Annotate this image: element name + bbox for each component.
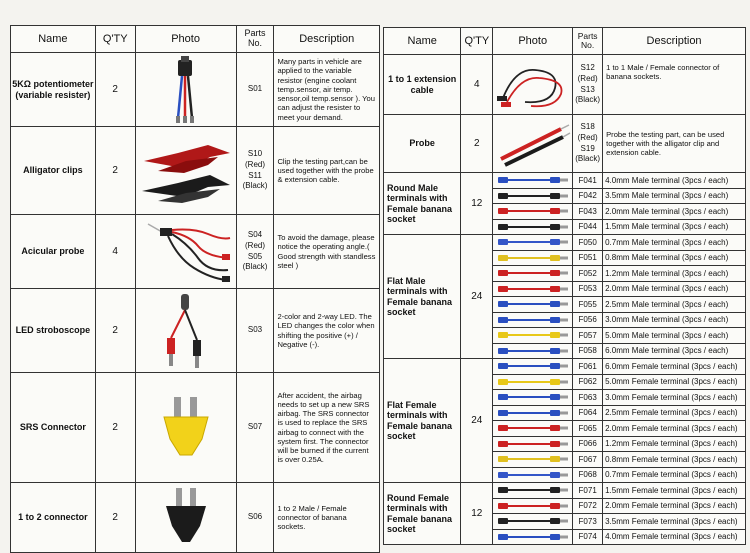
terminal-photo (493, 514, 573, 530)
part-description: After accident, the airbag needs to set up a new SRS airbag. The SRS connector is used to replace the SRS airbag to connect with the system first. The connector will be burned if the current is over 0.25A. (274, 373, 380, 483)
part-row-potentiometer (11, 53, 380, 127)
terminal-description: 2.5mm Female terminal (3pcs / each) (603, 405, 746, 421)
led-stroboscope-photo (135, 289, 236, 373)
part-name: Probe (384, 115, 461, 173)
part-code: S04 (247, 229, 263, 239)
part-color: (Black) (242, 181, 268, 191)
terminal-description: 2.0mm Male terminal (3pcs / each) (603, 204, 746, 220)
terminal-part-number: F067 (573, 452, 603, 468)
terminal-photo (493, 297, 573, 313)
part-code: S10 (247, 148, 263, 158)
part-qty: 4 (95, 215, 135, 289)
terminal-cable-icon (496, 329, 570, 341)
terminal-description: 4.0mm Male terminal (3pcs / each) (603, 173, 746, 189)
terminal-part-number: F062 (573, 374, 603, 390)
terminal-photo (493, 529, 573, 545)
terminal-description: 2.0mm Female terminal (3pcs / each) (603, 498, 746, 514)
terminal-part-number: F050 (573, 235, 603, 251)
terminal-cable-icon (496, 515, 570, 527)
header-name: Name (384, 28, 461, 55)
terminal-part-number: F074 (573, 529, 603, 545)
part-qty: 2 (95, 53, 135, 127)
part-qty: 2 (461, 115, 493, 173)
terminal-part-number: F042 (573, 188, 603, 204)
terminal-part-number: F068 (573, 467, 603, 483)
part-row-acicular-probe (11, 215, 380, 289)
header-description: Description (274, 26, 380, 53)
terminal-description: 1.5mm Male terminal (3pcs / each) (603, 219, 746, 235)
part-number (236, 483, 274, 553)
part-number (236, 127, 274, 215)
terminal-part-number: F055 (573, 297, 603, 313)
terminal-photo (493, 235, 573, 251)
part-number (236, 373, 274, 483)
terminal-group-name: Round Female terminals with Female banana socket (384, 483, 461, 545)
part-number (236, 53, 274, 127)
terminal-group-name: Round Male terminals with Female banana socket (384, 173, 461, 235)
terminal-cable-icon (496, 205, 570, 217)
part-description: Probe the testing part, can be used together with the alligator clip and extension cable. (603, 115, 746, 173)
left-parts-table (10, 25, 380, 553)
terminal-photo (493, 483, 573, 499)
terminal-photo (493, 343, 573, 359)
terminal-photo (493, 173, 573, 189)
part-color: (Red) (577, 73, 598, 83)
part-name: SRS Connector (11, 373, 96, 483)
part-row-extension-cable (384, 55, 746, 115)
terminal-cable-icon (496, 453, 570, 465)
srs-connector-photo (135, 373, 236, 483)
terminal-row (384, 359, 746, 375)
terminal-cable-icon (496, 438, 570, 450)
terminal-part-number: F063 (573, 390, 603, 406)
part-number (236, 215, 274, 289)
terminal-part-number: F058 (573, 343, 603, 359)
terminal-part-number: F057 (573, 328, 603, 344)
part-code: S13 (580, 84, 595, 94)
terminal-photo (493, 266, 573, 282)
terminal-description: 0.7mm Male terminal (3pcs / each) (603, 235, 746, 251)
terminal-description: 0.7mm Female terminal (3pcs / each) (603, 467, 746, 483)
terminal-group-name: Flat Female terminals with Female banana socket (384, 359, 461, 483)
terminal-part-number: F053 (573, 281, 603, 297)
part-code: S01 (247, 84, 263, 94)
terminal-photo (493, 405, 573, 421)
terminal-cable-icon (496, 174, 570, 186)
part-number (573, 115, 603, 173)
terminal-description: 1.2mm Male terminal (3pcs / each) (603, 266, 746, 282)
terminal-cable-icon (496, 283, 570, 295)
terminal-description: 3.5mm Female terminal (3pcs / each) (603, 514, 746, 530)
terminal-photo (493, 421, 573, 437)
terminal-part-number: F052 (573, 266, 603, 282)
terminal-part-number: F066 (573, 436, 603, 452)
terminal-photo (493, 204, 573, 220)
left-header-row (11, 26, 380, 53)
part-name: LED stroboscope (11, 289, 96, 373)
part-row-led-stroboscope (11, 289, 380, 373)
terminal-row (384, 235, 746, 251)
terminal-cable-icon (496, 314, 570, 326)
terminal-part-number: F043 (573, 204, 603, 220)
part-color: (Black) (575, 154, 601, 164)
potentiometer-photo (135, 53, 236, 127)
terminal-description: 6.0mm Female terminal (3pcs / each) (603, 359, 746, 375)
terminal-description: 2.0mm Male terminal (3pcs / each) (603, 281, 746, 297)
terminal-cable-icon (496, 531, 570, 543)
terminal-part-number: F056 (573, 312, 603, 328)
terminal-description: 2.5mm Male terminal (3pcs / each) (603, 297, 746, 313)
terminal-description: 0.8mm Male terminal (3pcs / each) (603, 250, 746, 266)
alligator-clips-photo (135, 127, 236, 215)
part-number (573, 55, 603, 115)
terminal-cable-icon (496, 345, 570, 357)
part-name: Acicular probe (11, 215, 96, 289)
terminal-photo (493, 359, 573, 375)
part-color: (Red) (245, 240, 266, 250)
terminal-description: 4.0mm Female terminal (3pcs / each) (603, 529, 746, 545)
terminal-description: 2.0mm Female terminal (3pcs / each) (603, 421, 746, 437)
part-code: S11 (248, 170, 262, 180)
terminal-cable-icon (496, 360, 570, 372)
terminal-cable-icon (496, 190, 570, 202)
part-row-alligator-clips (11, 127, 380, 215)
part-description: Clip the testing part,can be used together with the probe & extension cable. (274, 127, 380, 215)
terminal-description: 5.0mm Female terminal (3pcs / each) (603, 374, 746, 390)
part-description: To avoid the damage, please notice the operating angle.( Good strength with standless steel ) (274, 215, 380, 289)
part-description: 2-color and 2-way LED. The LED changes the color when shifting the positive (+) / Negative (-). (274, 289, 380, 373)
probe-photo (493, 115, 573, 173)
header-name: Name (11, 26, 96, 53)
terminal-cable-icon (496, 422, 570, 434)
part-qty: 4 (461, 55, 493, 115)
terminal-group-qty: 12 (461, 483, 493, 545)
terminal-cable-icon (496, 469, 570, 481)
terminal-photo (493, 219, 573, 235)
part-color: (Red) (577, 132, 598, 142)
terminal-part-number: F073 (573, 514, 603, 530)
header-photo: Photo (493, 28, 573, 55)
part-name: 5KΩ potentiometer (variable resister) (11, 53, 96, 127)
right-header-row (384, 28, 746, 55)
terminal-cable-icon (496, 236, 570, 248)
terminal-group-name: Flat Male terminals with Female banana socket (384, 235, 461, 359)
terminal-row (384, 173, 746, 189)
terminal-cable-icon (496, 267, 570, 279)
one-to-two-connector-photo (135, 483, 236, 553)
header-parts-no: Parts No. (236, 26, 274, 53)
part-code: S12 (580, 62, 595, 72)
part-qty: 2 (95, 373, 135, 483)
terminal-row (384, 483, 746, 499)
part-color: (Red) (245, 159, 266, 169)
terminal-description: 3.5mm Male terminal (3pcs / each) (603, 188, 746, 204)
terminal-cable-icon (496, 252, 570, 264)
part-row-srs-connector (11, 373, 380, 483)
part-color: (Black) (575, 95, 601, 105)
terminal-description: 1.5mm Female terminal (3pcs / each) (603, 483, 746, 499)
terminal-photo (493, 436, 573, 452)
terminal-photo (493, 390, 573, 406)
part-row-one-to-two-connector (11, 483, 380, 553)
terminal-description: 5.0mm Male terminal (3pcs / each) (603, 328, 746, 344)
part-qty: 2 (95, 289, 135, 373)
terminal-photo (493, 467, 573, 483)
part-code: S19 (580, 143, 595, 153)
terminal-part-number: F041 (573, 173, 603, 189)
terminal-description: 3.0mm Female terminal (3pcs / each) (603, 390, 746, 406)
terminal-group-qty: 24 (461, 235, 493, 359)
terminal-cable-icon (496, 298, 570, 310)
terminal-part-number: F071 (573, 483, 603, 499)
part-name: 1 to 1 extension cable (384, 55, 461, 115)
header-parts-no: Parts No. (573, 28, 603, 55)
part-description: 1 to 2 Male / Female connector of banana sockets. (274, 483, 380, 553)
part-description: Many parts in vehicle are applied to the variable resistor (engine coolant temp.sensor, air temp. sensor,oil temp.sensor ). You can adjust the resister to meet your demand. (274, 53, 380, 127)
part-code: S18 (580, 121, 595, 131)
terminal-photo (493, 250, 573, 266)
header-qty: Q'TY (461, 28, 493, 55)
part-number (236, 289, 274, 373)
terminal-cable-icon (496, 484, 570, 496)
terminal-photo (493, 328, 573, 344)
terminal-cable-icon (496, 391, 570, 403)
terminal-cable-icon (496, 500, 570, 512)
acicular-probe-photo (135, 215, 236, 289)
terminal-photo (493, 498, 573, 514)
terminal-part-number: F065 (573, 421, 603, 437)
part-color: (Black) (242, 262, 268, 272)
terminal-part-number: F072 (573, 498, 603, 514)
right-parts-table (383, 27, 746, 545)
terminal-cable-icon (496, 407, 570, 419)
terminal-photo (493, 452, 573, 468)
terminal-description: 0.8mm Female terminal (3pcs / each) (603, 452, 746, 468)
terminal-description: 6.0mm Male terminal (3pcs / each) (603, 343, 746, 359)
header-photo: Photo (135, 26, 236, 53)
part-name: Alligator clips (11, 127, 96, 215)
part-code: S05 (247, 251, 263, 261)
terminal-part-number: F064 (573, 405, 603, 421)
part-qty: 2 (95, 127, 135, 215)
part-qty: 2 (95, 483, 135, 553)
terminal-description: 1.2mm Female terminal (3pcs / each) (603, 436, 746, 452)
terminal-photo (493, 374, 573, 390)
terminal-photo (493, 312, 573, 328)
part-code: S06 (247, 512, 263, 522)
header-qty: Q'TY (95, 26, 135, 53)
part-code: S03 (247, 325, 263, 335)
part-row-probe (384, 115, 746, 173)
part-name: 1 to 2 connector (11, 483, 96, 553)
extension-cable-photo (493, 55, 573, 115)
terminal-group-qty: 12 (461, 173, 493, 235)
terminal-photo (493, 188, 573, 204)
terminal-photo (493, 281, 573, 297)
terminal-description: 3.0mm Male terminal (3pcs / each) (603, 312, 746, 328)
part-description: 1 to 1 Male / Female connector of banana sockets. (603, 55, 746, 115)
terminal-part-number: F061 (573, 359, 603, 375)
terminal-part-number: F044 (573, 219, 603, 235)
terminal-part-number: F051 (573, 250, 603, 266)
terminal-cable-icon (496, 376, 570, 388)
terminal-cable-icon (496, 221, 570, 233)
part-code: S07 (247, 422, 263, 432)
terminal-group-qty: 24 (461, 359, 493, 483)
header-description: Description (603, 28, 746, 55)
